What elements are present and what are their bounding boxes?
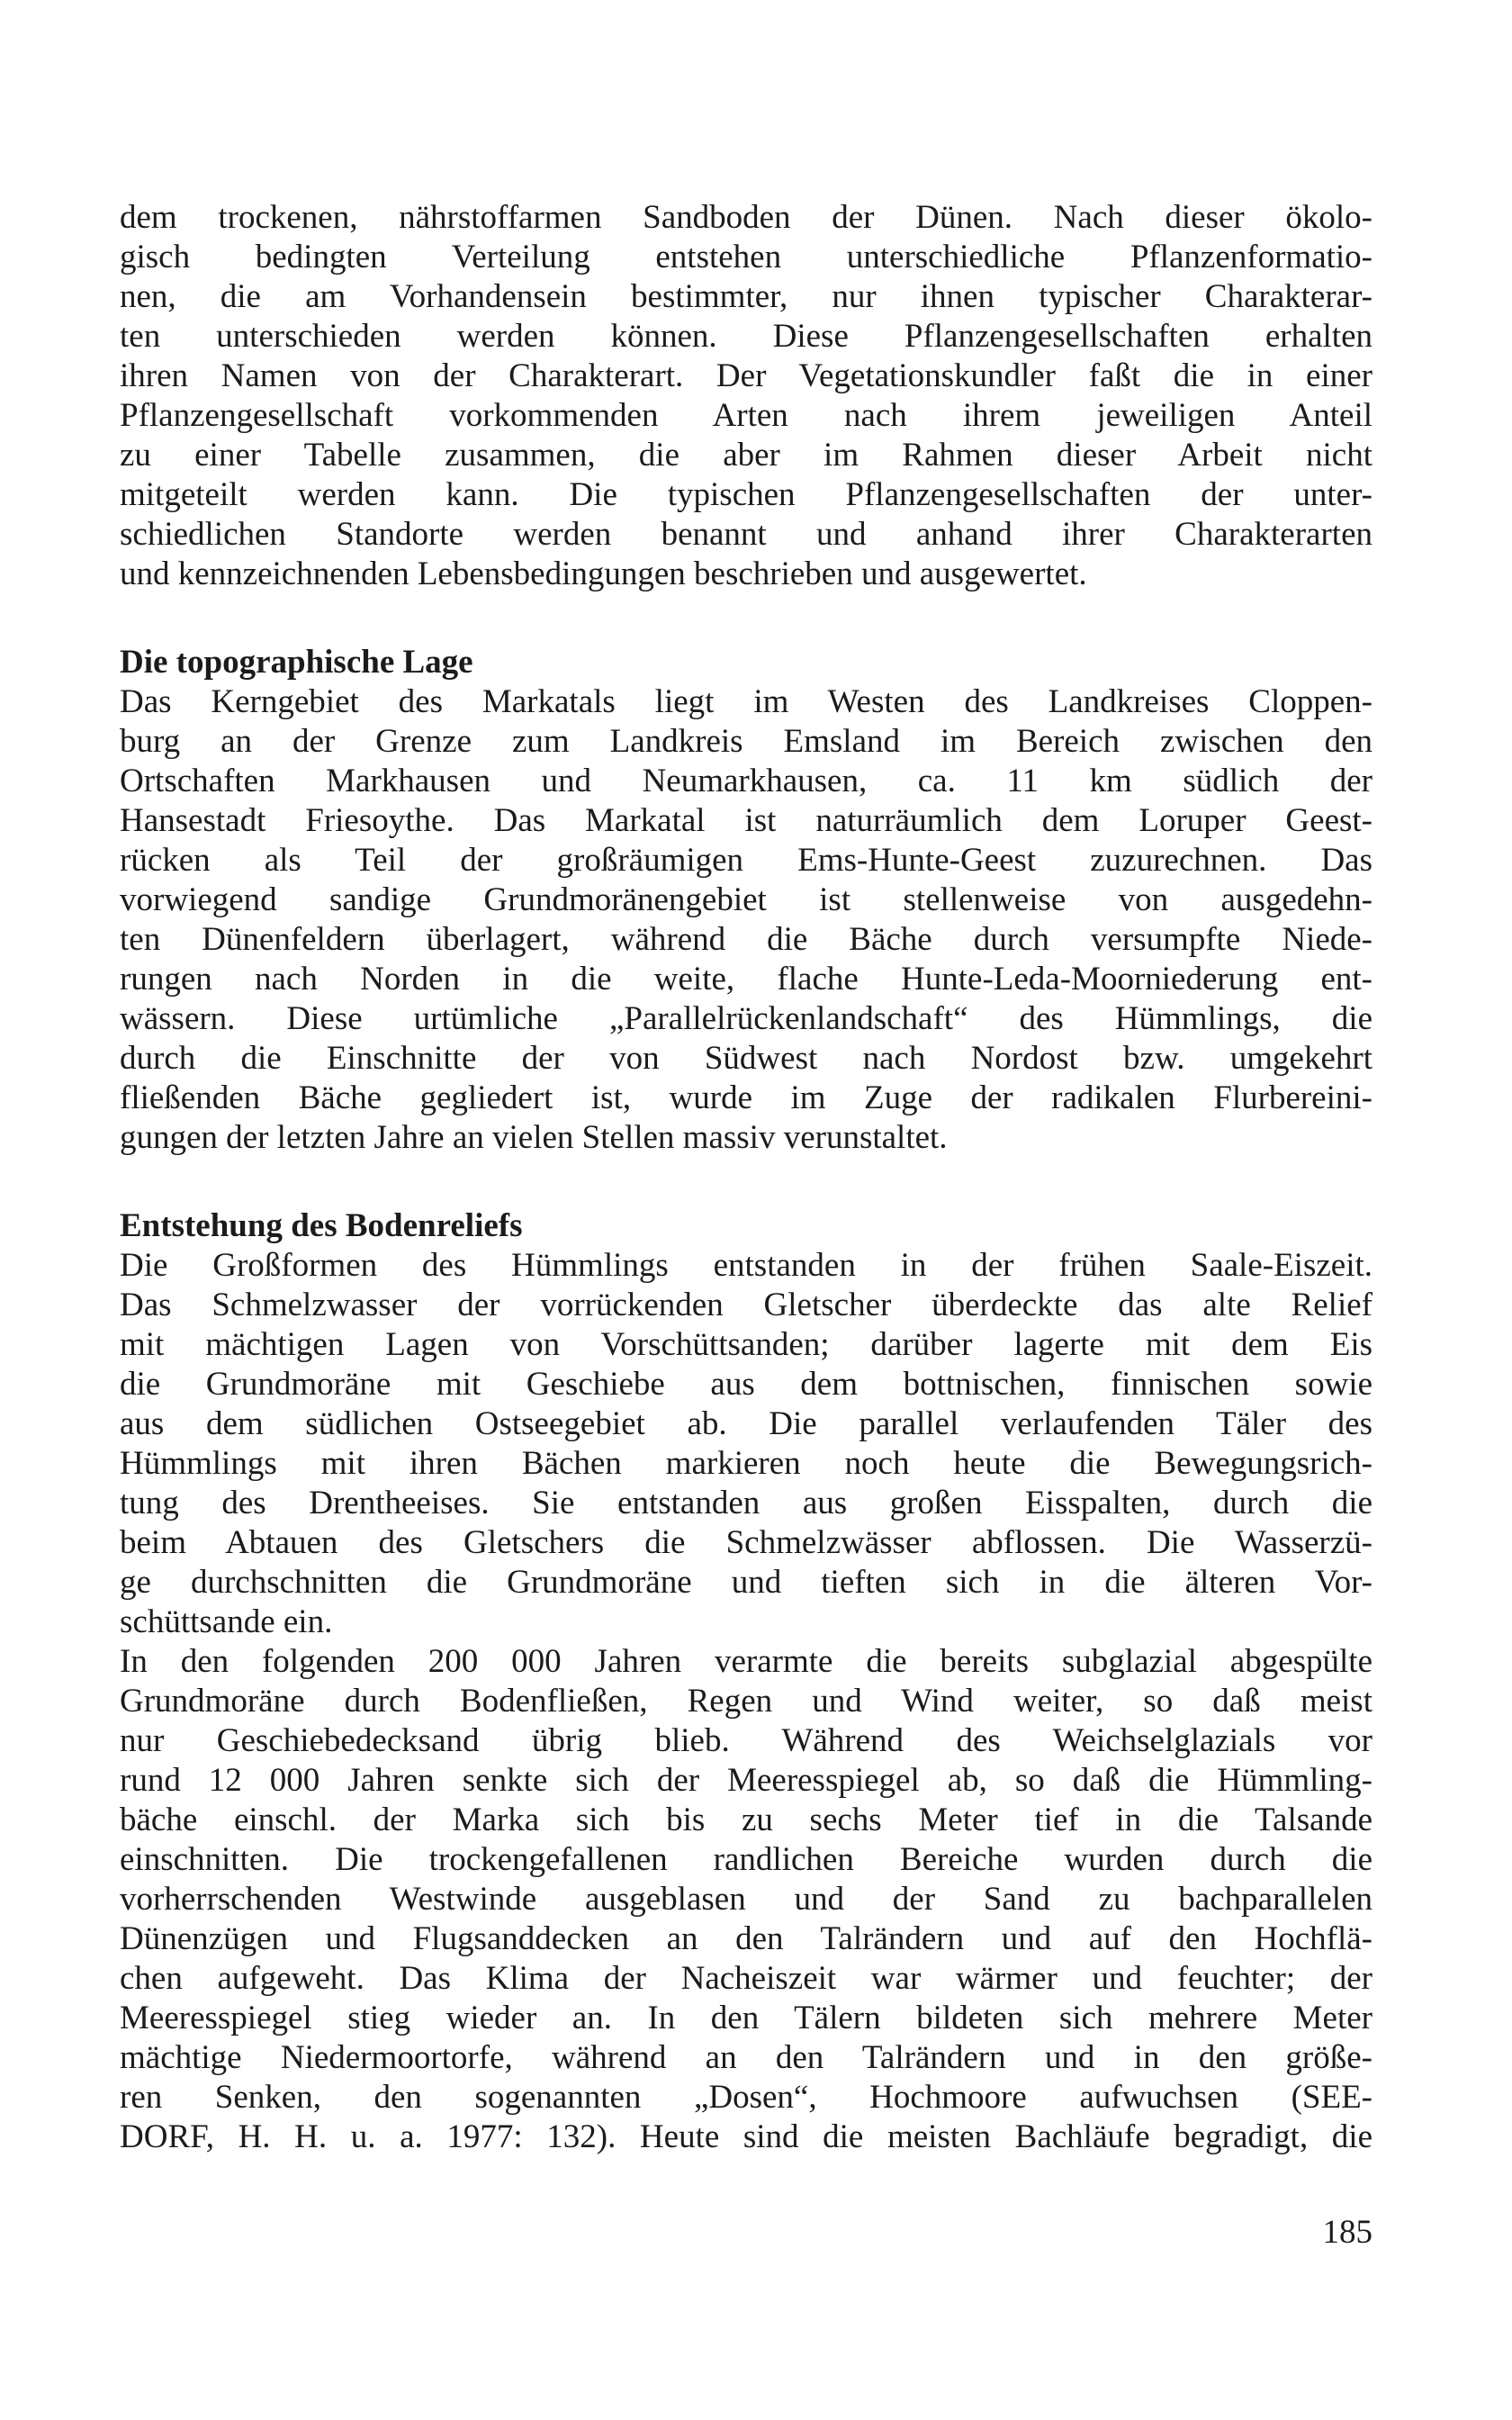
text-line: Hansestadt Friesoythe. Das Markatal ist naturräumlich dem Loruper Geest-	[120, 802, 1372, 839]
text-line: aus dem südlichen Ostseegebiet ab. Die parallel verlaufenden Täler des	[120, 1405, 1372, 1442]
text-line: rungen nach Norden in die weite, flache Hunte-Leda-Moorniederung ent-	[120, 961, 1372, 998]
text-line: Ortschaften Markhausen und Neumarkhausen, ca. 11 km südlich der	[120, 763, 1372, 799]
text-line: burg an der Grenze zum Landkreis Emsland im Bereich zwischen den	[120, 723, 1372, 760]
text-line: beim Abtauen des Gletschers die Schmelzwässer abflossen. Die Wasserzü-	[120, 1524, 1372, 1561]
text-line: mit mächtigen Lagen von Vorschüttsanden; darüber lagerte mit dem Eis	[120, 1326, 1372, 1363]
text-line: ten unterschieden werden können. Diese Pflanzengesellschaften erhalten	[120, 318, 1372, 355]
text-line: vorherrschenden Westwinde ausgeblasen und der Sand zu bachparallelen	[120, 1881, 1372, 1918]
text-line: nen, die am Vorhandensein bestimmter, nur ihnen typischer Charakterar-	[120, 278, 1372, 315]
text-line: ge durchschnitten die Grundmoräne und tieften sich in die älteren Vor-	[120, 1564, 1372, 1601]
text-line: Pflanzengesellschaft vorkommenden Arten nach ihrem jeweiligen Anteil	[120, 397, 1372, 434]
text-line: gisch bedingten Verteilung entstehen unterschiedliche Pflanzenformatio-	[120, 239, 1372, 275]
text-line: rücken als Teil der großräumigen Ems-Hunte-Geest zuzurechnen. Das	[120, 842, 1372, 879]
text-line: ihren Namen von der Charakterart. Der Vegetationskundler faßt die in einer	[120, 357, 1372, 394]
text-line: und kennzeichnenden Lebensbedingungen beschrieben und ausgewertet.	[120, 555, 1087, 592]
text-line: zu einer Tabelle zusammen, die aber im Rahmen dieser Arbeit nicht	[120, 437, 1372, 474]
text-line: gungen der letzten Jahre an vielen Stellen massiv verunstaltet.	[120, 1119, 948, 1156]
relief-paragraph-1	[120, 1246, 1372, 1642]
text-line: die Grundmoräne mit Geschiebe aus dem bottnischen, finnischen sowie	[120, 1366, 1372, 1403]
text-line: Hümmlings mit ihren Bächen markieren noch heute die Bewegungsrich-	[120, 1445, 1372, 1482]
text-line: In den folgenden 200 000 Jahren verarmte die bereits subglazial abgespülte	[120, 1643, 1372, 1680]
relief-paragraph-2	[120, 1642, 1372, 2157]
text-line: Meeresspiegel stieg wieder an. In den Tälern bildeten sich mehrere Meter	[120, 2000, 1372, 2036]
text-line: bäche einschl. der Marka sich bis zu sechs Meter tief in die Talsande	[120, 1801, 1372, 1838]
section-heading: Die topographische Lage	[120, 644, 473, 681]
text-line: schüttsande ein.	[120, 1603, 333, 1640]
section-spacer	[120, 1158, 1372, 1206]
text-line: wässern. Diese urtümliche „Parallelrückenlandschaft“ des Hümmlings, die	[120, 1000, 1372, 1037]
section-topography	[120, 643, 1372, 1158]
text-line: fließenden Bäche gegliedert ist, wurde im Zuge der radikalen Flurbereini-	[120, 1079, 1372, 1116]
text-line: Die Großformen des Hümmlings entstanden in der frühen Saale-Eiszeit.	[120, 1247, 1372, 1284]
page-number: 185	[1322, 2214, 1372, 2251]
text-line: ten Dünenfeldern überlagert, während die Bäche durch versumpfte Niede-	[120, 921, 1372, 958]
text-line: einschnitten. Die trockengefallenen randlichen Bereiche wurden durch die	[120, 1841, 1372, 1878]
text-line: chen aufgeweht. Das Klima der Nacheiszeit war wärmer und feuchter; der	[120, 1960, 1372, 1997]
text-line: Das Schmelzwasser der vorrückenden Gletscher überdeckte das alte Relief	[120, 1287, 1372, 1323]
text-line: Das Kerngebiet des Markatals liegt im Westen des Landkreises Cloppen-	[120, 683, 1372, 720]
text-line: dem trockenen, nährstoffarmen Sandboden der Dünen. Nach dieser ökolo-	[120, 199, 1372, 236]
text-line: DORF, H. H. u. a. 1977: 132). Heute sind die meisten Bachläufe begradigt, die	[120, 2118, 1372, 2155]
text-line: mächtige Niedermoortorfe, während an den Talrändern und in den größe-	[120, 2039, 1372, 2076]
section-spacer	[120, 594, 1372, 643]
text-line: schiedlichen Standorte werden benannt und anhand ihrer Charakterarten	[120, 516, 1372, 553]
text-line: durch die Einschnitte der von Südwest nach Nordost bzw. umgekehrt	[120, 1040, 1372, 1077]
intro-paragraph	[120, 198, 1372, 594]
text-line: rund 12 000 Jahren senkte sich der Meeresspiegel ab, so daß die Hümmling-	[120, 1762, 1372, 1799]
text-line: vorwiegend sandige Grundmoränengebiet ist stellenweise von ausgedehn-	[120, 881, 1372, 918]
text-line: Grundmoräne durch Bodenfließen, Regen und Wind weiter, so daß meist	[120, 1683, 1372, 1720]
section-heading: Entstehung des Bodenreliefs	[120, 1207, 523, 1244]
text-line: mitgeteilt werden kann. Die typischen Pflanzengesellschaften der unter-	[120, 476, 1372, 513]
text-line: Dünenzügen und Flugsanddecken an den Talrändern und auf den Hochflä-	[120, 1920, 1372, 1957]
page-content	[120, 198, 1372, 2157]
text-line: tung des Drentheeises. Sie entstanden aus großen Eisspalten, durch die	[120, 1485, 1372, 1522]
text-line: nur Geschiebedecksand übrig blieb. Während des Weichselglazials vor	[120, 1722, 1372, 1759]
text-line: ren Senken, den sogenannten „Dosen“, Hochmoore aufwuchsen (SEE-	[120, 2079, 1372, 2116]
section-relief	[120, 1206, 1372, 2157]
